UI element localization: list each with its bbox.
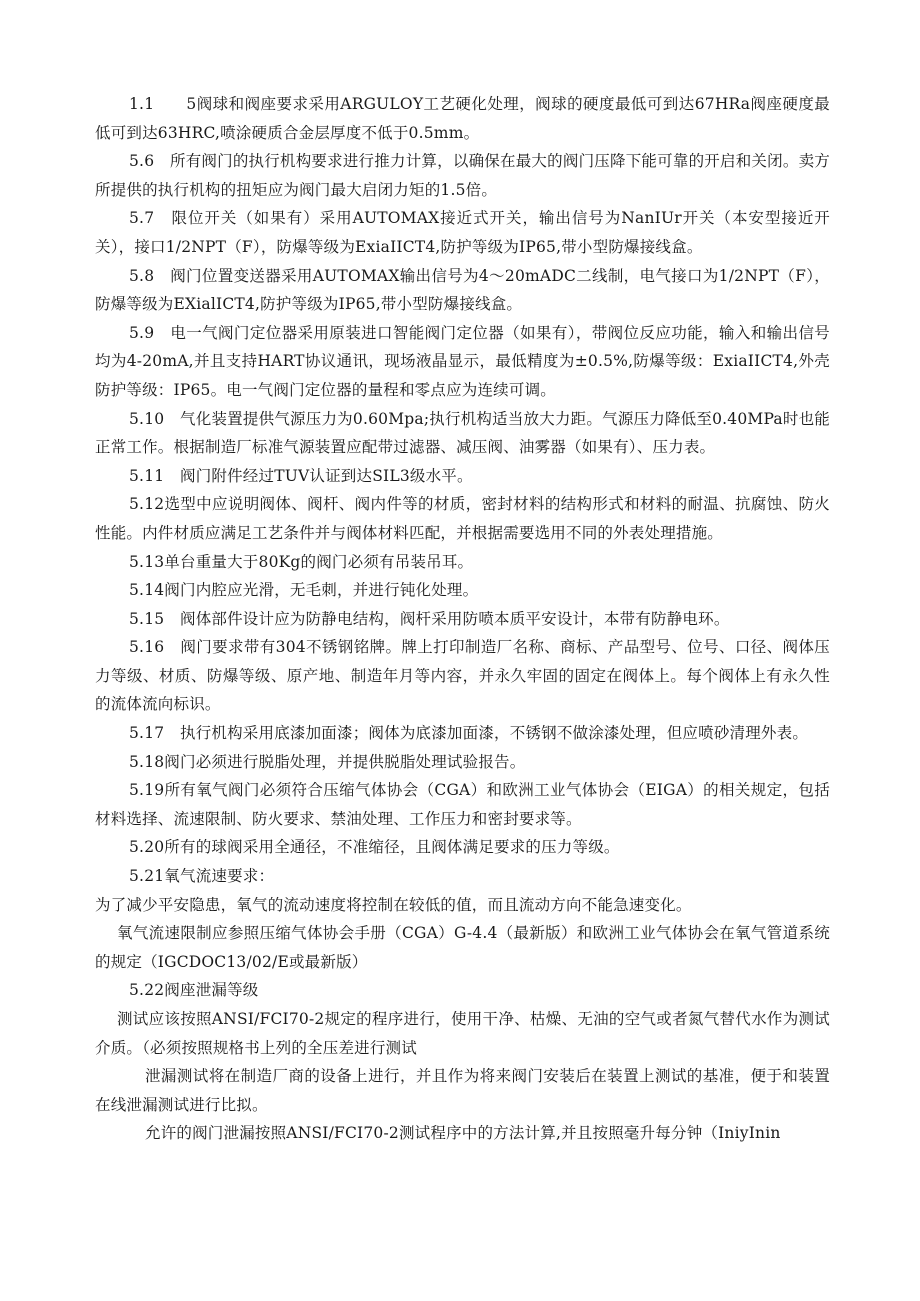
paragraph-5-12: 5.12选型中应说明阀体、阀杆、阀内件等的材质，密封材料的结构形式和材料的耐温、抗腐蚀、防火性能。内件材质应满足工艺条件并与阀体材料匹配，并根据需要选用不同的外表处理措施。 xyxy=(95,495,830,542)
paragraph-5-18: 5.18阀门必须进行脱脂处理，并提供脱脂处理试验报告。 xyxy=(129,752,526,771)
paragraph-5-20: 5.20所有的球阀采用全通径，不准缩径，且阀体满足要求的压力等级。 xyxy=(129,838,620,857)
paragraph-5-8: 5.8 阀门位置变送器采用AUTOMAX输出信号为4～20mADC二线制，电气接口为1/2NPT（F），防爆等级为EXialICT4,防护等级为IP65,带小型防爆接线盒。 xyxy=(95,266,830,314)
document-body xyxy=(95,90,830,1148)
paragraph-5-19: 5.19所有氧气阀门必须符合压缩气体协会（CGA）和欧洲工业气体协会（EIGA）的相关规定，包括材料选择、流速限制、防火要求、禁油处理、工作压力和密封要求等。 xyxy=(95,781,830,828)
paragraph-5-14: 5.14阀门内腔应光滑，无毛刺，并进行钝化处理。 xyxy=(129,581,479,600)
paragraph-5-22: 5.22阀座泄漏等级 xyxy=(129,981,259,1000)
paragraph-leak-test-location: 泄漏测试将在制造厂商的设备上进行，并且作为将来阀门安装后在装置上测试的基准，便于和装置在线泄漏测试进行比拟。 xyxy=(95,1067,830,1114)
paragraph-5-13: 5.13单台重量大于80Kg的阀门必须有吊装吊耳。 xyxy=(129,552,474,571)
paragraph-5-17: 5.17 执行机构采用底漆加面漆；阀体为底漆加面漆，不锈钢不做涂漆处理，但应喷砂清理外表。 xyxy=(129,724,809,743)
paragraph-oxygen-velocity-limit: 氧气流速限制应参照压缩气体协会手册（CGA）G-4.4（最新版）和欧洲工业气体协会在氧气管道系统的规定（IGCDOC13/02/E或最新版） xyxy=(95,924,830,971)
paragraph-5-9: 5.9 电一气阀门定位器采用原装进口智能阀门定位器（如果有），带阀位反应功能，输入和输出信号均为4-20mA,并且支持HART协议通讯，现场液晶显示，最低精度为±0.5%,防爆等级：ExiaIICT4,外壳防护等级：IP65。电一气阀门定位器的量程和零点应为连续可调。 xyxy=(95,323,830,399)
paragraph-5-21: 5.21氧气流速要求： xyxy=(129,867,275,886)
paragraph-5-10: 5.10 气化装置提供气源压力为0.60Mpa;执行机构适当放大力距。气源压力降低至0.40MPa时也能正常工作。根据制造厂标准气源装置应配带过滤器、减压阀、油雾器（如果有）、压力表。 xyxy=(95,409,830,457)
paragraph-5-11: 5.11 阀门附件经过TUV认证到达SIL3级水平。 xyxy=(129,466,473,485)
paragraph-5-15: 5.15 阀体部件设计应为防静电结构，阀杆采用防喷本质平安设计，本带有防静电环。 xyxy=(129,609,730,628)
paragraph-oxygen-velocity-note: 为了减少平安隐患，氧气的流动速度将控制在较低的值，而且流动方向不能急速变化。 xyxy=(95,895,692,914)
paragraph-5-16: 5.16 阀门要求带有304不锈钢铭牌。牌上打印制造厂名称、商标、产品型号、位号、口径、阀体压力等级、材质、防爆等级、原产地、制造年月等内容，并永久牢固的固定在阀体上。每个阀体上有永久性的流体流向标识。 xyxy=(95,638,830,714)
paragraph-leak-test-procedure: 测试应该按照ANSI/FCI70-2规定的程序进行，使用干净、枯燥、无油的空气或者氮气替代水作为测试介质。（必须按照规格书上列的全压差进行测试 xyxy=(95,1010,830,1057)
paragraph-1-1: 1.1 5阀球和阀座要求采用ARGULOY工艺硬化处理，阀球的硬度最低可到达67HRa阀座硬度最低可到达63HRC,喷涂硬质合金层厚度不低于0.5mm。 xyxy=(95,95,830,142)
paragraph-5-6: 5.6 所有阀门的执行机构要求进行推力计算，以确保在最大的阀门压降下能可靠的开启和关闭。卖方所提供的执行机构的扭矩应为阀门最大启闭力矩的1.5倍。 xyxy=(95,152,830,199)
paragraph-allowed-leakage: 允许的阀门泄漏按照ANSI/FCI70-2测试程序中的方法计算,并且按照毫升每分钟（IniyInin xyxy=(145,1124,781,1143)
paragraph-5-7: 5.7 限位开关（如果有）采用AUTOMAX接近式开关，输出信号为NanIUr开关（本安型接近开关），接口1/2NPT（F），防爆等级为ExiaIICT4,防护等级为IP65,带小型防爆接线盒。 xyxy=(95,209,830,256)
